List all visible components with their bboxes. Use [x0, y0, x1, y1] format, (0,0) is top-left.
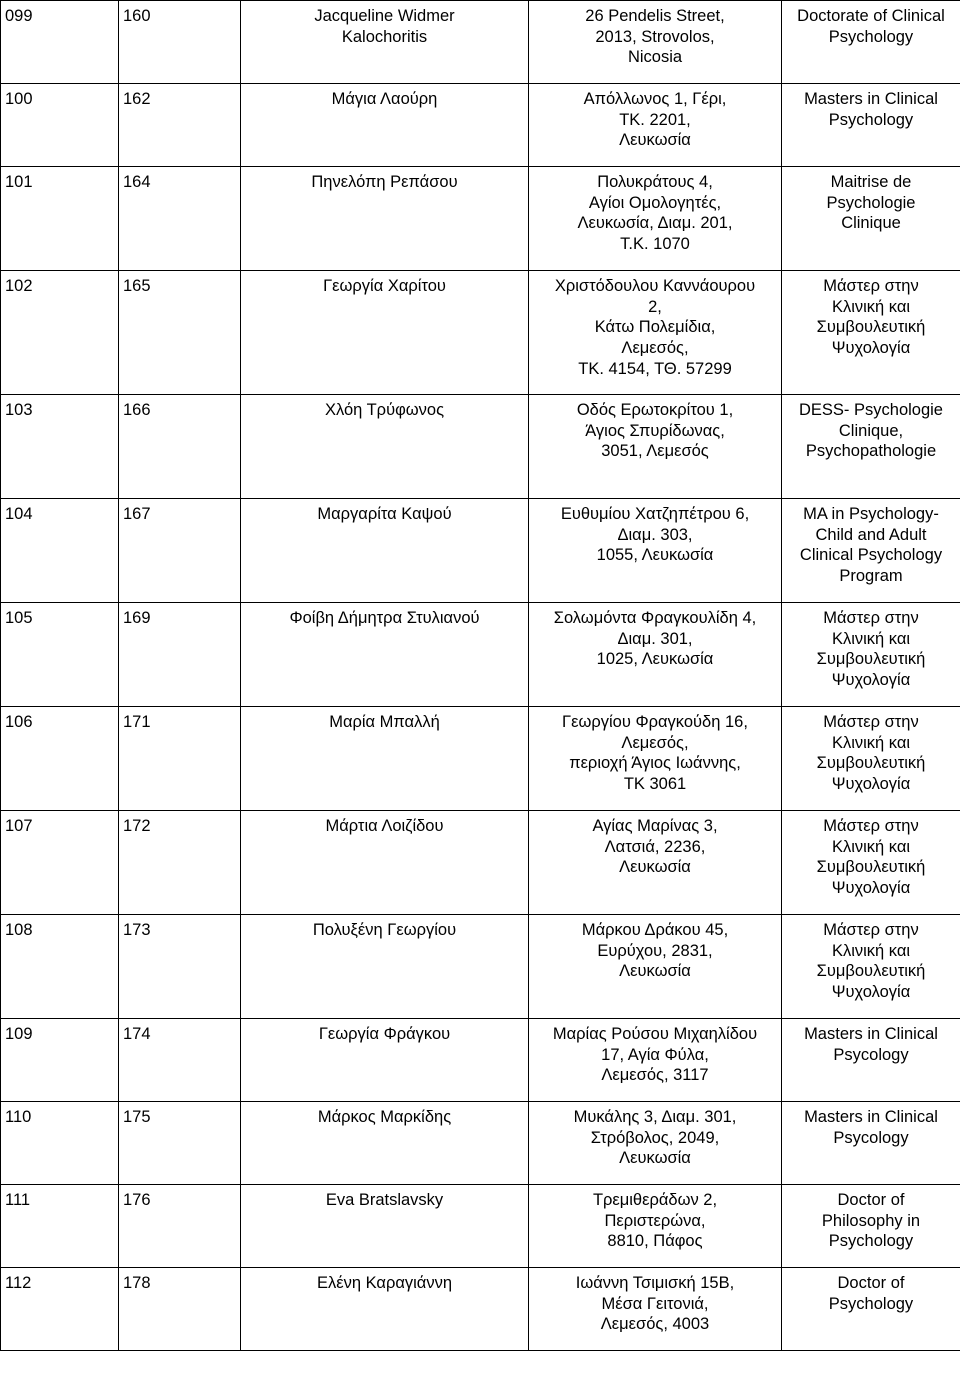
address-cell-line: Διαμ. 301,: [617, 629, 693, 648]
qualification-cell-line: MA in Psychology-: [803, 505, 939, 523]
qualification-cell: [782, 1268, 960, 1351]
address-cell: [529, 707, 782, 811]
address-cell-line: Λευκωσία: [619, 962, 691, 981]
address-cell-line: Απόλλωνος 1, Γέρι,: [583, 90, 727, 108]
table-row: [1, 811, 960, 915]
address-cell-line: Αγίας Μαρίνας 3,: [592, 817, 718, 835]
registration-number-cell: 178: [119, 1268, 241, 1351]
qualification-cell-line: Psycology: [833, 1045, 909, 1064]
address-cell-line: ΤΚ 3061: [623, 775, 687, 794]
qualification-cell-line: Child and Adult: [815, 525, 927, 544]
table-row: [1, 707, 960, 811]
table-row: [1, 915, 960, 1019]
qualification-cell-line: Doctor of: [837, 1191, 905, 1209]
address-cell-line: Κάτω Πολεμίδια,: [594, 318, 716, 337]
address-cell: [529, 167, 782, 271]
qualification-cell-line: Μάστερ στην: [823, 713, 919, 731]
address-cell-line: Πολυκράτους 4,: [597, 173, 713, 191]
qualification-cell-line: Psychology: [828, 1232, 914, 1251]
name-cell: [241, 84, 529, 167]
address-cell-line: 2013, Strovolos,: [595, 27, 715, 46]
address-cell-line: Nicosia: [627, 48, 683, 67]
qualification-cell-line: Clinical Psychology: [799, 546, 943, 565]
address-cell-line: Μάρκου Δράκου 45,: [581, 921, 729, 939]
registration-number-cell: 162: [119, 84, 241, 167]
row-number-cell: 107: [1, 811, 119, 915]
address-cell: [529, 271, 782, 395]
address-cell: [529, 1102, 782, 1185]
address-cell-line: Ευρύχου, 2831,: [597, 941, 713, 960]
table-row: [1, 1019, 960, 1102]
qualification-cell-line: Program: [839, 567, 903, 586]
qualification-cell-line: Μάστερ στην: [823, 921, 919, 939]
name-cell: [241, 1268, 529, 1351]
qualification-cell-line: Συμβουλευτική: [816, 650, 926, 669]
address-cell: [529, 1019, 782, 1102]
name-cell: [241, 811, 529, 915]
qualification-cell-line: Psychologie: [826, 193, 916, 212]
qualification-cell-line: Clinique: [841, 214, 901, 233]
address-cell-line: Αγίοι Ομολογητές,: [588, 193, 722, 212]
qualification-cell-line: Masters in Clinical: [804, 90, 938, 108]
qualification-cell: [782, 1102, 960, 1185]
qualification-cell-line: Psychology: [828, 27, 914, 46]
qualification-cell-line: Μάστερ στην: [823, 277, 919, 295]
address-cell-line: Λευκωσία: [619, 1149, 691, 1168]
address-cell-line: Ευθυμίου Χατζηπέτρου 6,: [560, 505, 750, 523]
row-number-cell: 108: [1, 915, 119, 1019]
row-number-cell: 101: [1, 167, 119, 271]
qualification-cell-line: Συμβουλευτική: [816, 754, 926, 773]
qualification-cell: [782, 84, 960, 167]
address-cell: [529, 1185, 782, 1268]
qualification-cell-line: Κλινική και: [831, 941, 911, 960]
row-number-cell: 112: [1, 1268, 119, 1351]
name-cell-line: Γεωργία Χαρίτου: [323, 277, 446, 295]
qualification-cell-line: Psychology: [828, 110, 914, 129]
qualification-cell: [782, 1185, 960, 1268]
row-number-cell: 102: [1, 271, 119, 395]
address-cell-line: Λεμεσός, 4003: [600, 1315, 710, 1334]
address-cell: [529, 84, 782, 167]
address-cell-line: Ιωάννη Τσιμισκή 15Β,: [575, 1274, 735, 1292]
name-cell: [241, 1, 529, 84]
qualification-cell: [782, 811, 960, 915]
name-cell-line: Μάγια Λαούρη: [331, 90, 438, 108]
registration-number-cell: 164: [119, 167, 241, 271]
qualification-cell-line: Psychology: [828, 1294, 914, 1313]
address-cell-line: 26 Pendelis Street,: [585, 7, 725, 25]
address-cell: [529, 603, 782, 707]
name-cell: [241, 395, 529, 499]
address-cell-line: Λατσιά, 2236,: [604, 837, 706, 856]
address-cell-line: Λεμεσός,: [621, 733, 689, 752]
name-cell-line: Ελένη Καραγιάννη: [316, 1274, 453, 1292]
qualification-cell-line: Συμβουλευτική: [816, 318, 926, 337]
row-number-cell: 099: [1, 1, 119, 84]
registration-number-cell: 172: [119, 811, 241, 915]
qualification-cell-line: Μάστερ στην: [823, 609, 919, 627]
address-cell-line: ΤΚ. 4154, ΤΘ. 57299: [578, 359, 732, 378]
table-row: [1, 271, 960, 395]
name-cell-line: Kalochoritis: [341, 27, 428, 46]
name-cell-line: Πηνελόπη Ρεπάσου: [311, 173, 458, 191]
qualification-cell-line: Συμβουλευτική: [816, 858, 926, 877]
table-row: [1, 603, 960, 707]
address-cell-line: Μαρίας Ρούσου Μιχαηλίδου: [552, 1025, 758, 1043]
address-cell-line: 8810, Πάφος: [607, 1232, 703, 1251]
name-cell: [241, 603, 529, 707]
address-cell-line: Λευκωσία, Διαμ. 201,: [577, 214, 733, 233]
address-cell-line: Χριστόδουλου Καννάουρου: [554, 277, 756, 295]
registration-number-cell: 176: [119, 1185, 241, 1268]
qualification-cell-line: Clinique,: [838, 421, 904, 440]
address-cell-line: Στρόβολος, 2049,: [590, 1128, 720, 1147]
registration-number-cell: 169: [119, 603, 241, 707]
address-cell-line: Τρεμιθεράδων 2,: [592, 1191, 718, 1209]
qualification-cell-line: Masters in Clinical: [804, 1025, 938, 1043]
qualification-cell-line: Ψυχολογία: [831, 983, 911, 1002]
address-cell-line: 1025, Λευκωσία: [596, 650, 714, 669]
row-number-cell: 110: [1, 1102, 119, 1185]
qualification-cell-line: Ψυχολογία: [831, 775, 911, 794]
name-cell-line: Γεωργία Φράγκου: [318, 1025, 451, 1043]
address-cell: [529, 395, 782, 499]
name-cell: [241, 1019, 529, 1102]
qualification-cell-line: Philosophy in: [821, 1211, 921, 1230]
name-cell-line: Χλόη Τρύφωνος: [324, 401, 445, 419]
row-number-cell: 105: [1, 603, 119, 707]
qualification-cell-line: Psychopathologie: [805, 442, 937, 461]
row-number-cell: 104: [1, 499, 119, 603]
qualification-cell-line: Κλινική και: [831, 297, 911, 316]
table-row: [1, 84, 960, 167]
row-number-cell: 111: [1, 1185, 119, 1268]
registration-number-cell: 175: [119, 1102, 241, 1185]
registration-number-cell: 167: [119, 499, 241, 603]
name-cell: [241, 1102, 529, 1185]
qualification-cell: [782, 395, 960, 499]
table-row: [1, 1185, 960, 1268]
registry-body: [1, 1, 960, 1351]
address-cell-line: 17, Αγία Φύλα,: [601, 1045, 709, 1064]
address-cell-line: ΤΚ. 2201,: [619, 110, 691, 129]
address-cell-line: Μυκάλης 3, Διαμ. 301,: [573, 1108, 737, 1126]
name-cell-line: Μαρία Μπαλλή: [329, 713, 440, 731]
address-cell: [529, 811, 782, 915]
table-row: [1, 1, 960, 84]
qualification-cell: [782, 707, 960, 811]
qualification-cell-line: Ψυχολογία: [831, 879, 911, 898]
table-row: [1, 1268, 960, 1351]
address-cell: [529, 499, 782, 603]
qualification-cell-line: Κλινική και: [831, 629, 911, 648]
registration-number-cell: 166: [119, 395, 241, 499]
address-cell-line: Λευκωσία: [619, 858, 691, 877]
address-cell-line: Λεμεσός, 3117: [601, 1066, 709, 1085]
qualification-cell: [782, 271, 960, 395]
registration-number-cell: 173: [119, 915, 241, 1019]
name-cell-line: Φοίβη Δήμητρα Στυλιανού: [289, 609, 480, 627]
qualification-cell-line: Doctor of: [837, 1274, 905, 1292]
address-cell-line: 3051, Λεμεσός: [601, 442, 709, 461]
name-cell: [241, 499, 529, 603]
qualification-cell-line: Maitrise de: [830, 173, 912, 191]
qualification-cell-line: Κλινική και: [831, 733, 911, 752]
qualification-cell: [782, 1, 960, 84]
row-number-cell: 106: [1, 707, 119, 811]
qualification-cell-line: Psycology: [833, 1128, 909, 1147]
table-row: [1, 395, 960, 499]
address-cell: [529, 1, 782, 84]
name-cell: [241, 915, 529, 1019]
registration-number-cell: 160: [119, 1, 241, 84]
name-cell: [241, 167, 529, 271]
address-cell-line: Άγιος Σπυρίδωνας,: [585, 421, 725, 440]
address-cell-line: Λευκωσία: [619, 131, 691, 150]
address-cell-line: Περιστερώνα,: [604, 1211, 706, 1230]
registration-number-cell: 174: [119, 1019, 241, 1102]
name-cell-line: Μαργαρίτα Καψού: [317, 505, 452, 523]
row-number-cell: 109: [1, 1019, 119, 1102]
address-cell: [529, 1268, 782, 1351]
name-cell-line: Μάρκος Μαρκίδης: [317, 1108, 452, 1126]
address-cell-line: Λεμεσός,: [621, 339, 689, 358]
qualification-cell-line: Συμβουλευτική: [816, 962, 926, 981]
address-cell-line: 2,: [648, 297, 662, 316]
qualification-cell: [782, 915, 960, 1019]
name-cell-line: Eva Bratslavsky: [325, 1191, 444, 1209]
row-number-cell: 103: [1, 395, 119, 499]
table-row: [1, 167, 960, 271]
row-number-cell: 100: [1, 84, 119, 167]
address-cell-line: Διαμ. 303,: [617, 525, 693, 544]
name-cell: [241, 1185, 529, 1268]
address-cell-line: Οδός Ερωτοκρίτου 1,: [576, 401, 734, 419]
qualification-cell-line: Doctorate of Clinical: [797, 7, 945, 25]
address-cell-line: Τ.Κ. 1070: [620, 235, 690, 254]
qualification-cell-line: Μάστερ στην: [823, 817, 919, 835]
qualification-cell-line: Ψυχολογία: [831, 339, 911, 358]
table-row: [1, 499, 960, 603]
name-cell-line: Πολυξένη Γεωργίου: [312, 921, 457, 939]
name-cell-line: Jacqueline Widmer: [314, 7, 455, 25]
name-cell: [241, 271, 529, 395]
table-row: [1, 1102, 960, 1185]
name-cell: [241, 707, 529, 811]
address-cell-line: Σολωμόντα Φραγκουλίδη 4,: [553, 609, 757, 627]
registration-number-cell: 165: [119, 271, 241, 395]
address-cell-line: Γεωργίου Φραγκούδη 16,: [562, 713, 748, 731]
qualification-cell-line: Κλινική και: [831, 837, 911, 856]
qualification-cell: [782, 603, 960, 707]
qualification-cell-line: Ψυχολογία: [831, 671, 911, 690]
qualification-cell: [782, 167, 960, 271]
address-cell: [529, 915, 782, 1019]
qualification-cell-line: DESS- Psychologie: [799, 401, 943, 419]
qualification-cell: [782, 499, 960, 603]
qualification-cell-line: Masters in Clinical: [804, 1108, 938, 1126]
address-cell-line: περιοχή Άγιος Ιωάννης,: [569, 754, 741, 773]
qualification-cell: [782, 1019, 960, 1102]
address-cell-line: Μέσα Γειτονιά,: [601, 1294, 709, 1313]
address-cell-line: 1055, Λευκωσία: [596, 546, 714, 565]
name-cell-line: Μάρτια Λοιζίδου: [325, 817, 444, 835]
registration-number-cell: 171: [119, 707, 241, 811]
